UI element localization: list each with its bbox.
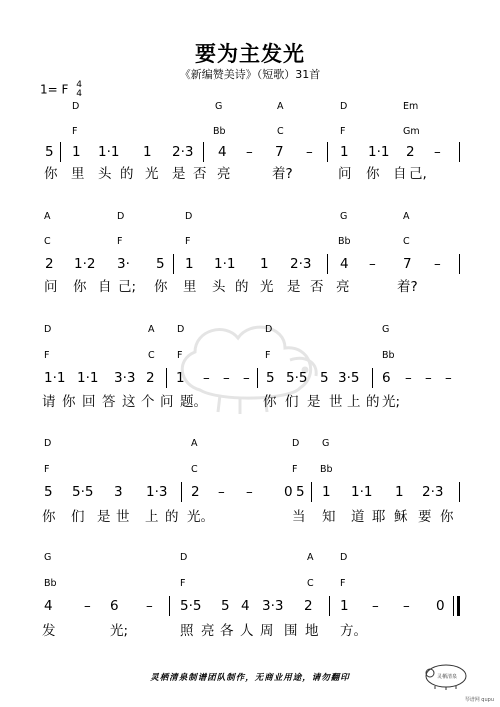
lyric: 自 [98,279,112,295]
note: 1 [340,144,349,160]
song-source: 《新编赞美诗》（短歌）31首 [179,68,321,81]
lyric: 问 [338,166,352,182]
chord-bottom: F [177,350,183,361]
note: – [445,370,452,386]
note: 1 [143,144,152,160]
lyric: 光; [110,623,129,639]
note: 3·5 [338,370,360,386]
note: 7 [275,144,284,160]
chord-bottom: F [340,126,346,137]
lyric: 光 [260,279,274,295]
chord-top: G [340,211,348,222]
chord-top: A [191,438,198,449]
note: 2 [304,598,313,614]
chord-bottom: Bb [320,464,333,475]
note: – [369,256,376,272]
chord-top: D [72,101,80,112]
bar-line [329,596,330,616]
note: 0 [284,484,293,500]
note: 5·5 [286,370,308,386]
chord-top: D [265,324,273,335]
lyric: 周 [260,623,274,639]
bar-line [257,368,258,388]
bar-line [459,254,460,274]
sheep-watermark-icon [140,300,360,430]
lyric: 光。 [187,509,214,525]
lyric: 着? [272,166,293,182]
note: 2 [45,256,54,272]
bar-line [166,368,167,388]
lyric: 光; [382,394,401,410]
lyric: 你 [263,394,277,410]
note: – [84,598,91,614]
time-signature [76,81,82,99]
chord-bottom: Gm [403,126,420,137]
lyric: 的 [165,509,179,525]
lyric: 们 [285,394,299,410]
lyric: 是 [172,166,186,182]
note: 0 [436,598,445,614]
chord-bottom: Bb [44,578,57,589]
chord-bottom: F [340,578,346,589]
chord-bottom: F [292,464,298,475]
note: 1 [72,144,81,160]
chord-top: D [340,101,348,112]
lyric: 是 [287,279,301,295]
corner-watermark: 琴谱网 qupu [464,697,494,703]
lyric: 己; [118,279,137,295]
lyric: 自 [393,166,407,182]
bar-line [169,596,170,616]
lyric: 围 [284,623,298,639]
note: 5·5 [72,484,94,500]
lyric: 里 [71,166,85,182]
lyric: 你 [62,394,76,410]
lyric: 发 [42,623,56,639]
lyric: 当 [292,509,306,525]
note: 5 [296,484,305,500]
note: 2 [406,144,415,160]
note: – [434,256,441,272]
note: – [246,144,253,160]
note: 5 [320,370,329,386]
lyric: 世 [329,394,343,410]
bar-line [372,368,373,388]
chord-bottom: C [148,350,155,361]
bar-line [327,142,328,162]
note: 3 [114,484,123,500]
lyric: 亮 [336,279,350,295]
note: 6 [382,370,391,386]
note: 1·2 [74,256,96,272]
note: 4 [44,598,53,614]
chord-top: D [44,324,52,335]
chord-top: G [44,552,52,563]
chord-bottom: F [44,350,50,361]
lyric: 否 [193,166,207,182]
lyric: 你 [440,509,454,525]
note: 3·3 [262,598,284,614]
lyric: 是 [307,394,321,410]
chord-bottom: F [117,236,123,247]
lyric: 头 [212,279,226,295]
lyric: 的 [120,166,134,182]
note: 2 [146,370,155,386]
note: – [146,598,153,614]
note: 3·3 [114,370,136,386]
chord-top: G [322,438,330,449]
note: – [372,598,379,614]
chord-top: D [44,438,52,449]
final-bar-line [457,596,460,616]
note: – [246,484,253,500]
note: 1 [260,256,269,272]
bar-line [327,254,328,274]
note: – [434,144,441,160]
sheep-logo-icon [420,660,470,690]
note: 1 [395,484,404,500]
note: 5·5 [180,598,202,614]
lyric: 的 [366,394,380,410]
note: 5 [266,370,275,386]
chord-bottom: Bb [213,126,226,137]
note: 1·3 [146,484,168,500]
note: 1 [322,484,331,500]
note: 4 [218,144,227,160]
note: – [403,598,410,614]
lyric: 里 [183,279,197,295]
lyric: 各 [220,623,234,639]
lyric: 照 [180,623,194,639]
lyric: 个 [141,394,155,410]
lyric: 你 [73,279,87,295]
bar-line [173,254,174,274]
lyric: 答 [102,394,116,410]
chord-top: A [277,101,284,112]
lyric: 己, [409,166,427,182]
note: 2·3 [422,484,444,500]
lyric: 否 [310,279,324,295]
chord-top: A [44,211,51,222]
note: 2·3 [172,144,194,160]
lyric: 的 [235,279,249,295]
note: 1 [340,598,349,614]
key-label: 1= F [40,82,69,97]
note: 1·1 [214,256,236,272]
stamp-text: 灵栖清泉 [436,674,458,680]
chord-top: D [177,324,185,335]
chord-top: D [180,552,188,563]
lyric: 知 [322,509,336,525]
lyric: 们 [71,509,85,525]
chord-bottom: F [180,578,186,589]
chord-bottom: F [265,350,271,361]
lyric: 请 [42,394,56,410]
lyric: 是 [97,509,111,525]
lyric: 你 [154,279,168,295]
chord-bottom: C [307,578,314,589]
note: 1·1 [77,370,99,386]
chord-bottom: F [185,236,191,247]
chord-top: D [340,552,348,563]
note: 2·3 [290,256,312,272]
note: 4 [241,598,250,614]
note: 1 [176,370,185,386]
note: 5 [221,598,230,614]
chord-top: G [382,324,390,335]
chord-top: D [185,211,193,222]
lyric: 稣 [394,509,408,525]
lyric: 地 [305,623,319,639]
note: 2 [191,484,200,500]
lyric: 方。 [340,623,367,639]
lyric: 上 [347,394,361,410]
note: 1 [185,256,194,272]
lyric: 亮 [201,623,215,639]
lyric: 这 [122,394,136,410]
lyric: 世 [116,509,130,525]
note: 7 [403,256,412,272]
chord-top: A [307,552,314,563]
bar-line [181,482,182,502]
lyric: 上 [145,509,159,525]
chord-bottom: Bb [338,236,351,247]
chord-bottom: F [72,126,78,137]
note: 4 [340,256,349,272]
chord-bottom: C [277,126,284,137]
lyric: 问 [160,394,174,410]
lyric: 亮 [217,166,231,182]
chord-top: A [148,324,155,335]
note: 1·1 [351,484,373,500]
note: 5 [45,144,54,160]
lyric: 着? [397,279,418,295]
bar-line [459,482,460,502]
lyric: 光 [145,166,159,182]
bar-line [311,482,312,502]
chord-bottom: Bb [382,350,395,361]
chord-top: D [292,438,300,449]
lyric: 回 [82,394,96,410]
lyric: 题。 [180,394,207,410]
note: – [243,370,250,386]
bar-line [453,596,454,616]
note: – [203,370,210,386]
lyric: 你 [42,509,56,525]
note: 3· [117,256,130,272]
note: 6 [110,598,119,614]
chord-bottom: C [44,236,51,247]
chord-bottom: F [44,464,50,475]
chord-top: Em [403,101,419,112]
lyric: 人 [240,623,254,639]
lyric: 耶 [372,509,386,525]
note: 1·1 [44,370,66,386]
footer-credit: 灵栖清泉制谱团队制作，无商业用途，请勿翻印 [150,673,350,683]
time-bottom: 4 [76,89,82,99]
lyric: 你 [44,166,58,182]
bar-line [60,142,61,162]
note: 1·1 [368,144,390,160]
chord-top: D [117,211,125,222]
key-signature [40,81,82,99]
note: 5 [156,256,165,272]
note: – [425,370,432,386]
bar-line [203,142,204,162]
lyric: 你 [366,166,380,182]
lyric: 要 [418,509,432,525]
time-top: 4 [76,80,82,90]
lyric: 头 [98,166,112,182]
note: – [218,484,225,500]
chord-top: A [403,211,410,222]
note: – [223,370,230,386]
bar-line [459,142,460,162]
chord-top: G [215,101,223,112]
note: 5 [44,484,53,500]
chord-bottom: C [403,236,410,247]
note: – [306,144,313,160]
chord-bottom: C [191,464,198,475]
note: 1·1 [98,144,120,160]
song-title: 要为主发光 [195,42,305,66]
lyric: 问 [44,279,58,295]
lyric: 道 [351,509,365,525]
note: – [405,370,412,386]
